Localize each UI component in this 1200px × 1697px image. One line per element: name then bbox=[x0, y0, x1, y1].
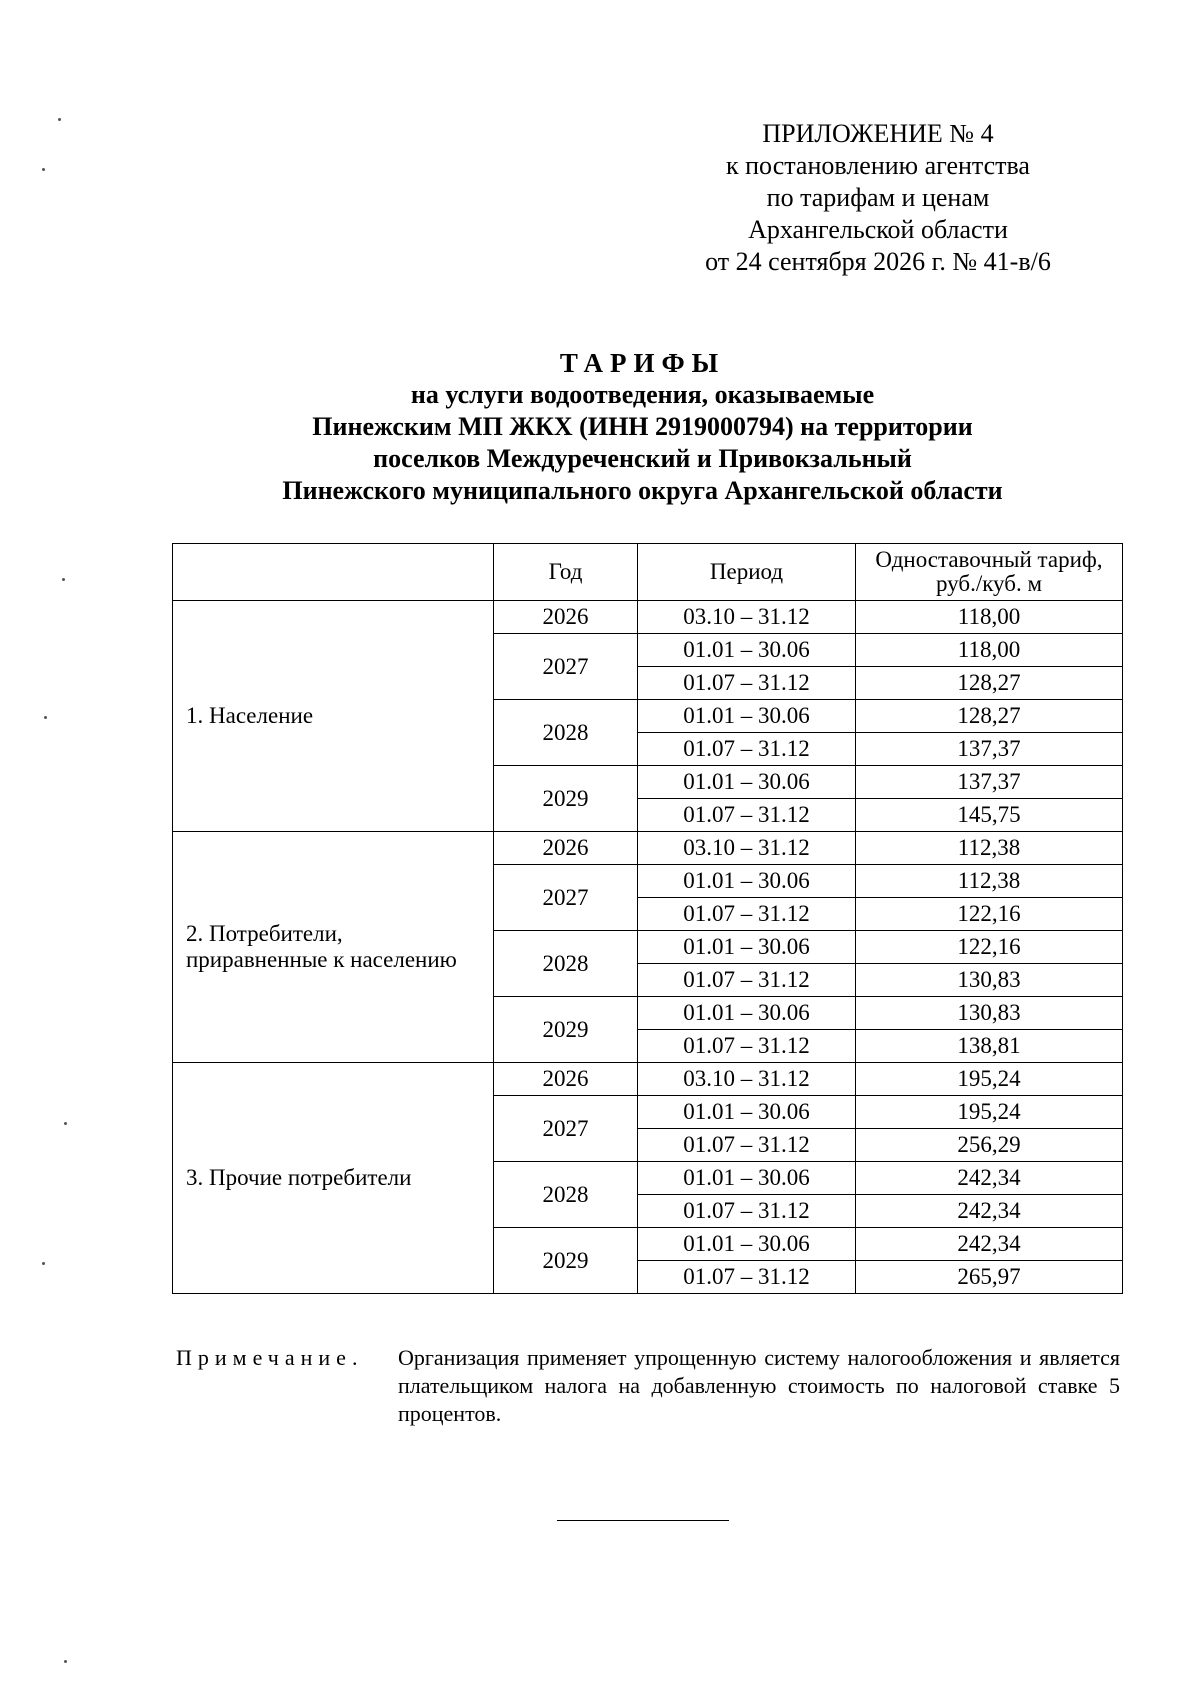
table-header-row bbox=[173, 544, 1123, 601]
table-row bbox=[173, 832, 1123, 865]
tariff-cell: 118,00 bbox=[856, 601, 1123, 634]
table-row bbox=[173, 1063, 1123, 1096]
period-cell: 01.07 – 31.12 bbox=[638, 733, 856, 766]
period-cell: 01.01 – 30.06 bbox=[638, 1162, 856, 1195]
annex-line-3: Архангельской области bbox=[748, 215, 1008, 244]
scan-speck bbox=[64, 1660, 67, 1663]
period-cell: 01.07 – 31.12 bbox=[638, 667, 856, 700]
period-cell: 01.01 – 30.06 bbox=[638, 634, 856, 667]
tariff-table bbox=[172, 543, 1123, 1294]
period-cell: 01.07 – 31.12 bbox=[638, 1129, 856, 1162]
title-line-1: на услуги водоотведения, оказываемые bbox=[410, 380, 875, 409]
title-line-3: поселков Междуреченский и Привокзальный bbox=[373, 444, 912, 473]
tariff-cell: 130,83 bbox=[856, 964, 1123, 997]
period-cell: 01.07 – 31.12 bbox=[638, 1030, 856, 1063]
tariff-cell: 112,38 bbox=[856, 865, 1123, 898]
title-line-2: Пинежским МП ЖКХ (ИНН 2919000794) на территории bbox=[312, 412, 973, 441]
period-cell: 01.01 – 30.06 bbox=[638, 931, 856, 964]
header-category bbox=[173, 544, 494, 601]
year-cell: 2026 bbox=[494, 832, 638, 865]
tariff-cell: 138,81 bbox=[856, 1030, 1123, 1063]
category-label-line-1: 2. Потребители, bbox=[186, 921, 343, 946]
header-period: Период bbox=[638, 544, 856, 601]
period-cell: 01.07 – 31.12 bbox=[638, 898, 856, 931]
period-cell: 03.10 – 31.12 bbox=[638, 1063, 856, 1096]
annex-line-2: по тарифам и ценам bbox=[766, 183, 990, 212]
year-cell: 2027 bbox=[494, 865, 638, 931]
category-label-line-1: 3. Прочие потребители bbox=[186, 1165, 412, 1190]
tariff-cell: 242,34 bbox=[856, 1162, 1123, 1195]
period-cell: 01.01 – 30.06 bbox=[638, 997, 856, 1030]
period-cell: 03.10 – 31.12 bbox=[638, 832, 856, 865]
category-cell bbox=[173, 601, 494, 832]
tariff-cell: 242,34 bbox=[856, 1195, 1123, 1228]
tariff-cell: 122,16 bbox=[856, 931, 1123, 964]
tariff-cell: 145,75 bbox=[856, 799, 1123, 832]
year-cell: 2028 bbox=[494, 1162, 638, 1228]
header-tariff-line-1: Одноставочный тариф, bbox=[875, 547, 1103, 572]
year-cell: 2026 bbox=[494, 601, 638, 634]
note-text: Организация применяет упрощенную систему налогообложения и является плательщиком налога на добавленную стоимость по налоговой ставке 5 процентов. bbox=[398, 1345, 1120, 1426]
category-cell bbox=[173, 832, 494, 1063]
tariff-cell: 137,37 bbox=[856, 733, 1123, 766]
year-cell: 2027 bbox=[494, 1096, 638, 1162]
year-cell: 2028 bbox=[494, 700, 638, 766]
year-cell: 2026 bbox=[494, 1063, 638, 1096]
year-cell: 2028 bbox=[494, 931, 638, 997]
tariff-table-body bbox=[173, 601, 1123, 1294]
tariff-cell: 195,24 bbox=[856, 1063, 1123, 1096]
note-label: Примечание. bbox=[176, 1345, 364, 1370]
scan-speck bbox=[42, 1262, 45, 1265]
period-cell: 01.07 – 31.12 bbox=[638, 799, 856, 832]
header-tariff bbox=[856, 544, 1123, 601]
year-cell: 2029 bbox=[494, 766, 638, 832]
period-cell: 01.01 – 30.06 bbox=[638, 1096, 856, 1129]
year-cell: 2027 bbox=[494, 634, 638, 700]
tariff-cell: 242,34 bbox=[856, 1228, 1123, 1261]
category-label-line-1: 1. Население bbox=[186, 703, 314, 728]
tariff-cell: 265,97 bbox=[856, 1261, 1123, 1294]
header-tariff-line-2: руб./куб. м bbox=[935, 571, 1043, 596]
header-year: Год bbox=[494, 544, 638, 601]
annex-header bbox=[668, 118, 1088, 278]
tariff-cell: 122,16 bbox=[856, 898, 1123, 931]
tariff-cell: 195,24 bbox=[856, 1096, 1123, 1129]
title-line-4: Пинежского муниципального округа Архангельской области bbox=[282, 476, 1003, 505]
period-cell: 01.07 – 31.12 bbox=[638, 1261, 856, 1294]
tariff-cell: 128,27 bbox=[856, 667, 1123, 700]
scan-speck bbox=[42, 168, 45, 171]
category-cell bbox=[173, 1063, 494, 1294]
annex-number: ПРИЛОЖЕНИЕ № 4 bbox=[762, 119, 994, 148]
period-cell: 01.07 – 31.12 bbox=[638, 964, 856, 997]
table-row bbox=[173, 601, 1123, 634]
period-cell: 01.01 – 30.06 bbox=[638, 865, 856, 898]
closing-rule bbox=[557, 1520, 729, 1521]
scan-speck bbox=[62, 578, 65, 581]
tariff-cell: 137,37 bbox=[856, 766, 1123, 799]
period-cell: 01.07 – 31.12 bbox=[638, 1195, 856, 1228]
tariff-cell: 112,38 bbox=[856, 832, 1123, 865]
scan-speck bbox=[44, 716, 47, 719]
tariff-cell: 130,83 bbox=[856, 997, 1123, 1030]
document-title bbox=[160, 347, 1125, 507]
tariff-cell: 118,00 bbox=[856, 634, 1123, 667]
tariff-cell: 256,29 bbox=[856, 1129, 1123, 1162]
tariff-cell: 128,27 bbox=[856, 700, 1123, 733]
title-heading: ТАРИФЫ bbox=[559, 348, 726, 378]
year-cell: 2029 bbox=[494, 1228, 638, 1294]
period-cell: 01.01 – 30.06 bbox=[638, 700, 856, 733]
year-cell: 2029 bbox=[494, 997, 638, 1063]
category-label-line-2: приравненные к населению bbox=[186, 947, 457, 972]
annex-date-line: от 24 сентября 2026 г. № 41-в/6 bbox=[705, 247, 1051, 276]
scan-speck bbox=[58, 118, 61, 121]
period-cell: 01.01 – 30.06 bbox=[638, 766, 856, 799]
scan-speck bbox=[64, 1122, 67, 1125]
annex-line-1: к постановлению агентства bbox=[726, 151, 1030, 180]
period-cell: 03.10 – 31.12 bbox=[638, 601, 856, 634]
period-cell: 01.01 – 30.06 bbox=[638, 1228, 856, 1261]
